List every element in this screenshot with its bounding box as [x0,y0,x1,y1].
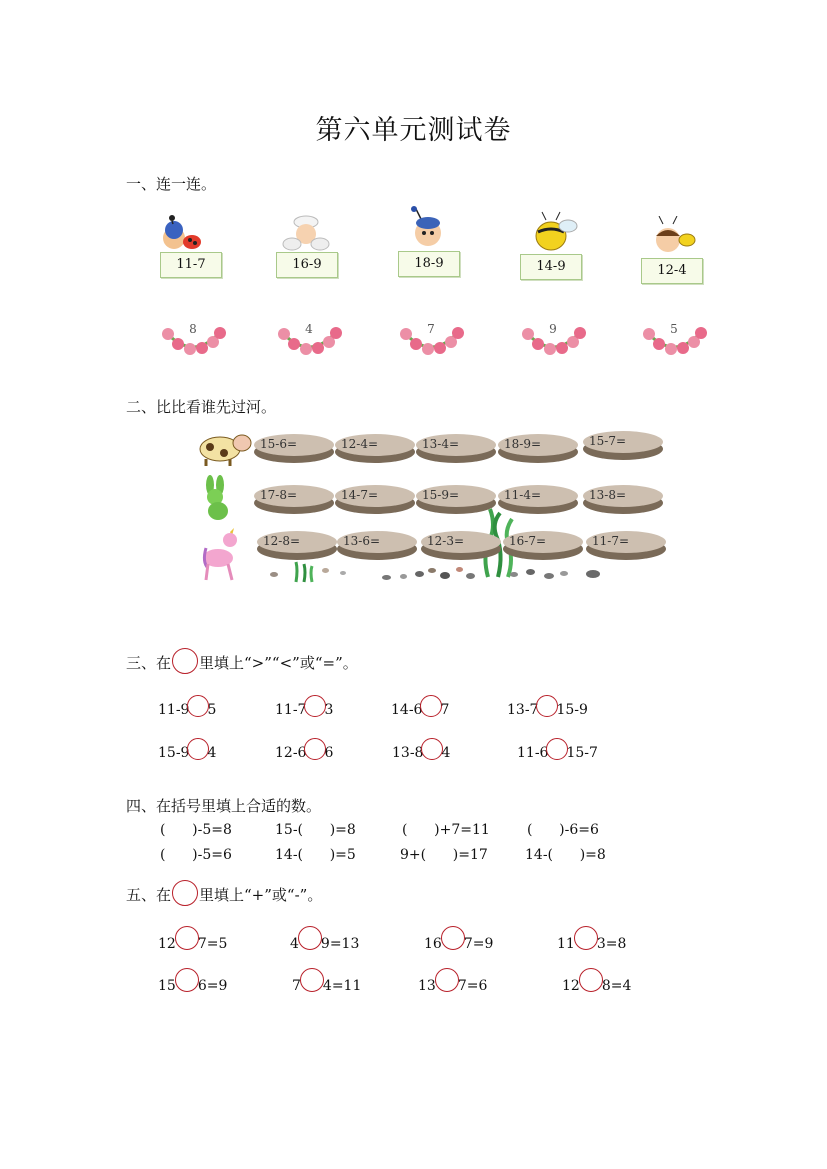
expression-card: 11-7 [160,252,222,278]
cow-icon [194,425,252,467]
stepping-stone[interactable]: 15-9= [416,485,496,515]
flower-number-label: 7 [427,322,435,336]
flower-number[interactable] [276,320,342,358]
stepping-stone[interactable]: 12-4= [335,434,415,464]
flower-number-label: 9 [549,322,557,336]
stepping-stone[interactable]: 13-4= [416,434,496,464]
stepping-stone[interactable]: 16-7= [503,531,583,561]
fill-blank-item[interactable]: ( )-6=6 [527,822,599,838]
flower-number[interactable] [398,320,464,358]
operator-expression: 13 7=6 [418,968,487,994]
fill-blank-item[interactable]: ( )-5=8 [160,822,232,838]
expression-card: 18-9 [398,251,460,277]
fill-blank-item[interactable]: 15-( )=8 [275,822,356,838]
answer-circle[interactable] [579,968,603,992]
match-character[interactable] [641,216,703,302]
match-character[interactable] [160,212,222,298]
stepping-stone[interactable]: 18-9= [498,434,578,464]
answer-circle[interactable] [175,968,199,992]
circle-placeholder-icon [172,880,198,906]
expression-card: 14-9 [520,254,582,280]
answer-circle[interactable] [175,926,199,950]
stepping-stone[interactable]: 15-7= [583,431,663,461]
match-character[interactable] [398,205,460,291]
operator-expression: 12 8=4 [562,968,631,994]
compare-expression: 14-6 7 [391,695,449,718]
operator-expression: 16 7=9 [424,926,493,952]
rabbit-icon [198,475,238,523]
stepping-stone[interactable]: 11-7= [586,531,666,561]
compare-expression: 13-7 15-9 [507,695,588,718]
operator-expression: 11 3=8 [557,926,626,952]
fill-blank-item[interactable]: 9+( )=17 [400,847,488,863]
section-5-heading: 五、在 里填上“+”或“-”。 [126,880,322,906]
operator-expression: 7 4=11 [292,968,361,994]
bee-icon [520,210,582,256]
section-2-heading: 二、比比看谁先过河。 [126,398,277,416]
pebbles [270,566,610,584]
compare-expression: 11-9 5 [158,695,216,718]
unicorn-icon [198,528,244,582]
answer-circle[interactable] [441,926,465,950]
match-character[interactable] [520,210,582,296]
compare-expression: 13-8 4 [392,738,450,761]
operator-expression: 15 6=9 [158,968,227,994]
bee-girl-icon [641,216,703,260]
fill-blank-item[interactable]: 14-( )=5 [275,847,356,863]
fill-blank-item[interactable]: ( )+7=11 [402,822,490,838]
compare-expression: 15-9 4 [158,738,216,761]
flower-number-label: 5 [670,322,678,336]
expression-card: 12-4 [641,258,703,284]
section-4-heading: 四、在括号里填上合适的数。 [126,797,322,815]
boy-with-ladybug-icon [160,212,220,252]
page-title: 第六单元测试卷 [315,115,512,146]
fill-blank-item[interactable]: 14-( )=8 [525,847,606,863]
stepping-stone[interactable]: 12-8= [257,531,337,561]
stepping-stone[interactable]: 15-6= [254,434,334,464]
chef-boy-icon [276,212,336,252]
answer-circle[interactable] [298,926,322,950]
answer-circle[interactable] [300,968,324,992]
stepping-stone[interactable]: 14-7= [335,485,415,515]
flower-number-label: 4 [305,322,313,336]
stepping-stone[interactable]: 12-3= [421,531,501,561]
compare-expression: 12-6 6 [275,738,333,761]
stepping-stone[interactable]: 13-6= [337,531,417,561]
section-3-heading: 三、在 里填上“>”“<”或“=”。 [126,648,358,674]
flower-number-label: 8 [189,322,197,336]
compare-expression: 11-6 15-7 [517,738,598,761]
answer-circle[interactable] [435,968,459,992]
flower-number[interactable] [641,320,707,358]
ant-boy-icon [398,205,460,251]
circle-placeholder-icon [172,648,198,674]
stepping-stone[interactable]: 11-4= [498,485,578,515]
compare-expression: 11-7 3 [275,695,333,718]
flower-number[interactable] [160,320,226,358]
fill-blank-item[interactable]: ( )-5=6 [160,847,232,863]
section-1-heading: 一、连一连。 [126,175,217,193]
operator-expression: 12 7=5 [158,926,227,952]
expression-card: 16-9 [276,252,338,278]
flower-number[interactable] [520,320,586,358]
match-character[interactable] [276,212,338,298]
operator-expression: 4 9=13 [290,926,359,952]
stepping-stone[interactable]: 13-8= [583,485,663,515]
answer-circle[interactable] [574,926,598,950]
stepping-stone[interactable]: 17-8= [254,485,334,515]
